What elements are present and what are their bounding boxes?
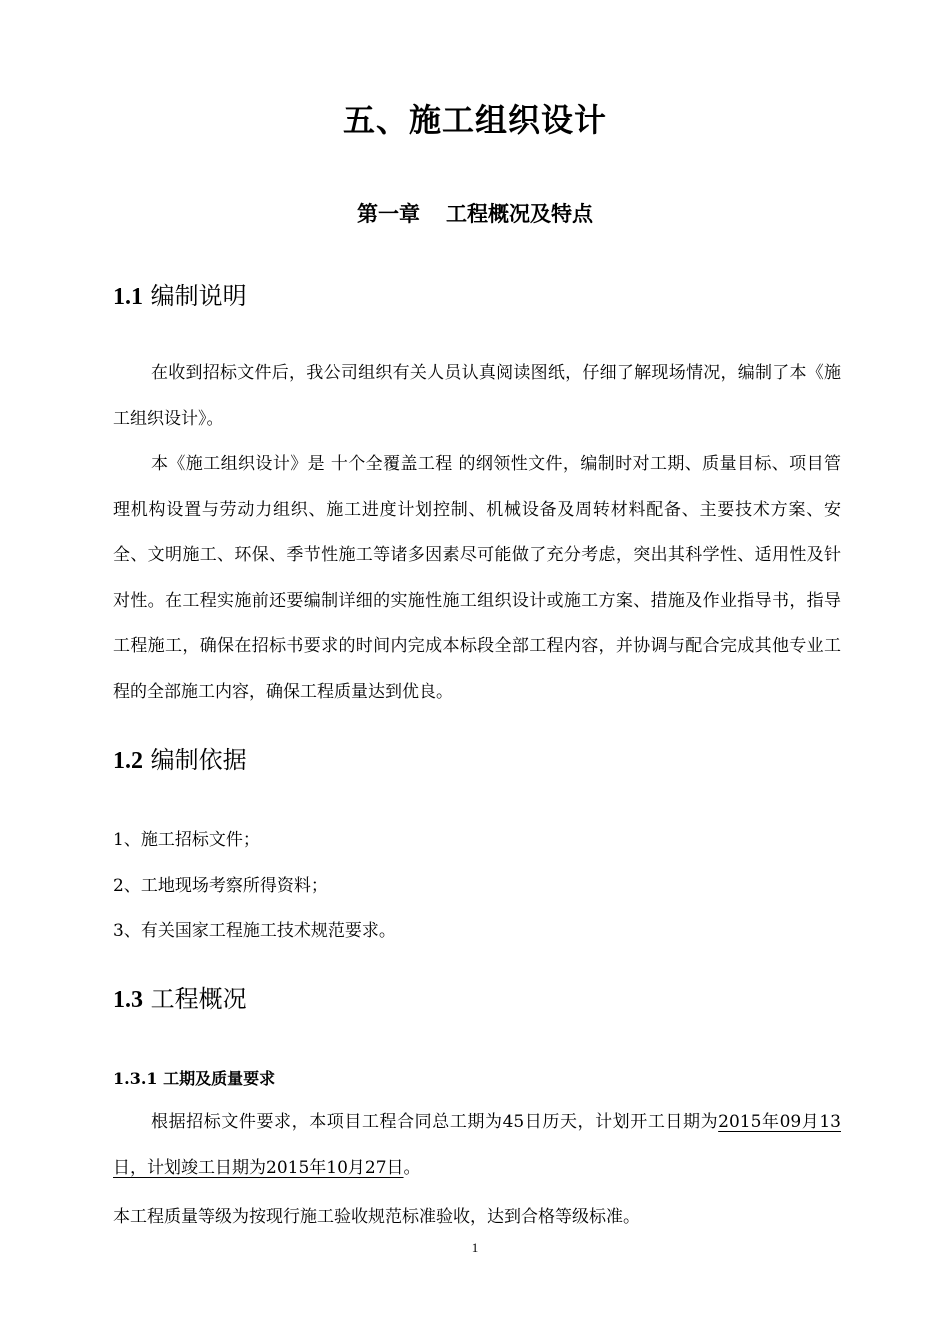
schedule-dates: 2015年09月13日，计划竣工日期为2015年10月27日	[113, 1112, 841, 1178]
list-item: 3、有关国家工程施工技术规范要求。	[113, 921, 396, 941]
subsection-title: 工期及质量要求	[163, 1069, 276, 1088]
section-number: 1.1	[113, 284, 143, 310]
list-item: 2、工地现场考察所得资料；	[113, 876, 328, 896]
list-item: 1、施工招标文件；	[113, 830, 260, 850]
subsection-heading-1-3-1	[113, 1067, 275, 1091]
chapter-label: 第一章	[357, 201, 420, 226]
subsection-number: 1.3.1	[113, 1069, 158, 1088]
page-number: 1	[471, 1240, 479, 1255]
paragraph-scope: 本《施工组织设计》是 十个全覆盖工程 的纲领性文件，编制时对工期、质量目标、项目管理机构设置与劳动力组织、施工进度计划控制、机械设备及周转材料配备、主要技术方案、安全、文明施工、环保、季节性施工等诸多因素尽可能做了充分考虑，突出其科学性、适用性及针对性。在工程实施前还要编制详细的实施性施工组织设计或施工方案、措施及作业指导书，指导工程施工，确保在招标书要求的时间内完成本标段全部工程内容，并协调与配合完成其他专业工程的全部施工内容，确保工程质量达到优良。	[113, 454, 841, 702]
section-title: 编制说明	[150, 282, 247, 310]
schedule-tail: 。	[403, 1157, 421, 1178]
schedule-lead-text: 根据招标文件要求，本项目工程合同总工期为45日历天，计划开工日期为	[151, 1112, 719, 1132]
section-heading-1-2	[113, 743, 247, 778]
section-heading-1-3	[113, 982, 247, 1017]
section-title: 工程概况	[150, 985, 247, 1013]
section-number: 1.2	[113, 748, 143, 774]
paragraph-schedule	[113, 1100, 841, 1191]
chapter-heading	[0, 199, 950, 229]
section-heading-1-1	[113, 279, 247, 314]
paragraph-quality: 本工程质量等级为按现行施工验收规范标准验收，达到合格等级标准。	[113, 1207, 640, 1227]
chapter-name: 工程概况及特点	[446, 201, 593, 226]
paragraph-intro: 在收到招标文件后，我公司组织有关人员认真阅读图纸，仔细了解现场情况，编制了本《施工组织设计》。	[113, 363, 841, 429]
section-number: 1.3	[113, 987, 143, 1013]
section-title: 编制依据	[150, 746, 247, 774]
document-title: 五、施工组织设计	[342, 101, 607, 139]
